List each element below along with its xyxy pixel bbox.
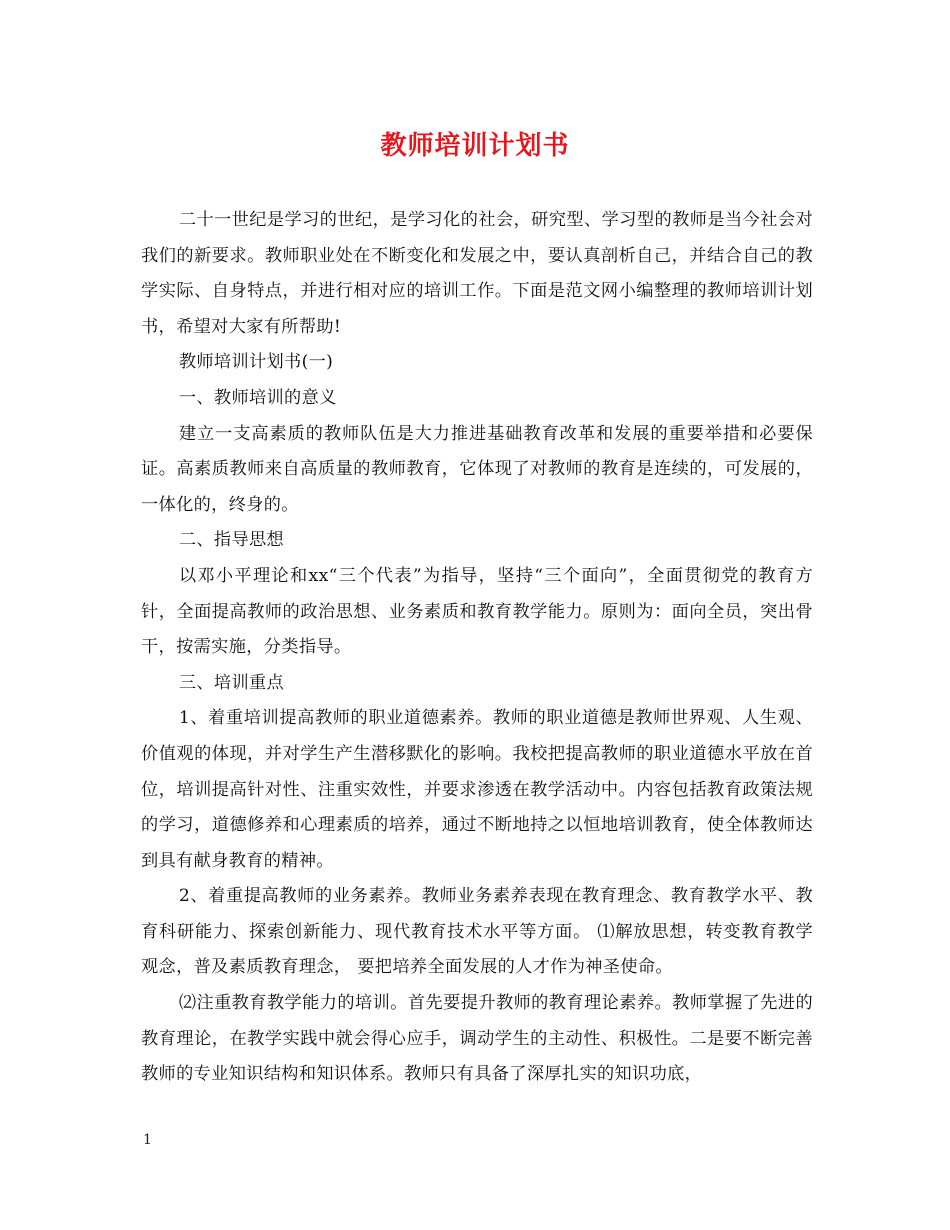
paragraph-focus-ethics: 1、着重培训提高教师的职业道德素养。教师的职业道德是教师世界观、人生观、价值观的体现，并对学生产生潜移默化的影响。我校把提高教师的职业道德水平放在首位，培训提高针对性、注重实效性，并要求渗透在教学活动中。内容包括教育政策法规的学习，道德修养和心理素质的培养，通过不断地持之以恒地培训教育，使全体教师达到具有献身教育的精神。 bbox=[141, 708, 813, 871]
section-heading-guiding-ideology: 二、指导思想 bbox=[178, 530, 285, 551]
section-heading-significance: 一、教师培训的意义 bbox=[178, 387, 337, 408]
page-title: 教师培训计划书 bbox=[380, 131, 570, 161]
paragraph-significance: 建立一支高素质的教师队伍是大力推进基础教育改革和发展的重要举措和必要保证。高素质教师来自高质量的教师教育，它体现了对教师的教育是连续的，可发展的，一体化的，终身的。 bbox=[141, 423, 813, 515]
paragraph-focus-professional: 2、着重提高教师的业务素养。教师业务素养表现在教育理念、教育教学水平、教育科研能力、探索创新能力、现代教育技术水平等方面。 ⑴解放思想，转变教育教学观念，普及素质教育理念， 要把培养全面发展的人才作为神圣使命。 bbox=[141, 886, 813, 978]
paragraph-intro: 二十一世纪是学习的世纪，是学习化的社会，研究型、学习型的教师是当今社会对我们的新要求。教师职业处在不断变化和发展之中，要认真剖析自己，并结合自己的教学实际、自身特点，并进行相对应的培训工作。下面是范文网小编整理的教师培训计划书，希望对大家有所帮助! bbox=[141, 210, 813, 337]
document-body bbox=[141, 203, 813, 1093]
section-heading-plan-one: 教师培训计划书(一) bbox=[178, 352, 334, 373]
paragraph-guiding-ideology: 以邓小平理论和xx“三个代表”为指导，坚持“三个面向”，全面贯彻党的教育方针，全面提高教师的政治思想、业务素质和教育教学能力。原则为：面向全员，突出骨干，按需实施，分类指导。 bbox=[141, 565, 813, 658]
page-number: 1 bbox=[143, 1132, 152, 1148]
paragraph-focus-teaching-ability: ⑵注重教育教学能力的培训。首先要提升教师的教育理论素养。教师掌握了先进的教育理论，在教学实践中就会得心应手，调动学生的主动性、积极性。二是要不断完善教师的专业知识结构和知识体系。教师只有具备了深厚扎实的知识功底， bbox=[141, 993, 813, 1085]
section-heading-training-focus: 三、培训重点 bbox=[178, 672, 285, 693]
